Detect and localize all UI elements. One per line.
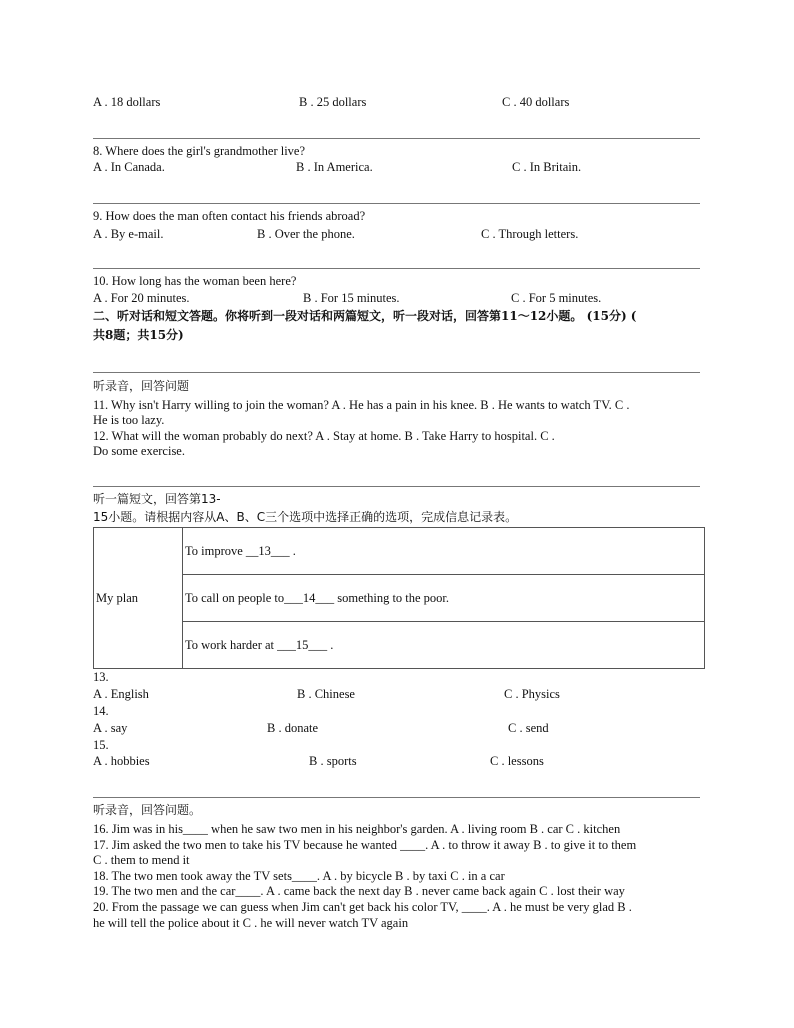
q14-option-b: B . donate <box>267 721 319 735</box>
q17-line2: C . them to mend it <box>93 853 190 867</box>
blank-15[interactable]: ___15___ <box>277 637 328 652</box>
divider <box>93 203 700 204</box>
part1-title: 听录音，回答问题 <box>93 379 190 393</box>
divider <box>93 268 700 269</box>
q15-option-a: A . hobbies <box>93 754 150 768</box>
divider <box>93 486 700 487</box>
q8-option-c: C . In Britain. <box>512 160 582 174</box>
q9-question: 9. How does the man often contact his friends abroad? <box>93 209 366 223</box>
blank-14[interactable]: ___14___ <box>284 590 335 605</box>
blank-13[interactable]: __13___ <box>245 543 290 558</box>
q10-option-b: B . For 15 minutes. <box>303 291 400 305</box>
info-record-table <box>93 527 705 669</box>
q7-option-b: B . 25 dollars <box>299 95 367 109</box>
q13-option-a: A . English <box>93 687 149 701</box>
table-row-15: To work harder at ___15___ . <box>183 622 705 669</box>
q9-option-b: B . Over the phone. <box>257 227 355 241</box>
q14-number: 14. <box>93 704 109 718</box>
q11-line2: He is too lazy. <box>93 413 165 427</box>
q15-option-c: C . lessons <box>490 754 544 768</box>
divider <box>93 797 700 798</box>
q8-option-b: B . In America. <box>296 160 373 174</box>
q16-line: 16. Jim was in his____ when he saw two men in his neighbor's garden. A . living room B . car C . kitchen <box>93 822 621 836</box>
q20-line2: he will tell the police about it C . he will never watch TV again <box>93 916 409 930</box>
section-heading-cont: 共8题；共15分) <box>93 328 184 342</box>
q13-number: 13. <box>93 670 109 684</box>
q11-line1: 11. Why isn't Harry willing to join the woman? A . He has a pain in his knee. B . He wants to watch TV. C . <box>93 398 630 412</box>
q15-number: 15. <box>93 738 109 752</box>
part2-title: 听一篇短文，回答第13- <box>93 492 221 506</box>
q12-line1: 12. What will the woman probably do next? A . Stay at home. B . Take Harry to hospital. C . <box>93 429 555 443</box>
q7-option-c: C . 40 dollars <box>502 95 570 109</box>
q10-question: 10. How long has the woman been here? <box>93 274 297 288</box>
q10-option-a: A . For 20 minutes. <box>93 291 190 305</box>
q12-line2: Do some exercise. <box>93 444 185 458</box>
table-row-14: To call on people to___14___ something to the poor. <box>183 575 705 622</box>
q8-option-a: A . In Canada. <box>93 160 165 174</box>
q7-option-a: A . 18 dollars <box>93 95 161 109</box>
q17-line1: 17. Jim asked the two men to take his TV because he wanted ____. A . to throw it away B . to give it to them <box>93 838 637 852</box>
q8-question: 8. Where does the girl's grandmother live? <box>93 144 306 158</box>
q9-option-c: C . Through letters. <box>481 227 579 241</box>
section-heading: 二、听对话和短文答题。你将听到一段对话和两篇短文，听一段对话，回答第11～12小题。 (15分) ( <box>93 309 637 323</box>
q13-option-c: C . Physics <box>504 687 560 701</box>
divider <box>93 372 700 373</box>
part3-title: 听录音，回答问题。 <box>93 803 202 817</box>
table-row-13: To improve __13___ . <box>183 528 705 575</box>
q20-line1: 20. From the passage we can guess when Jim can't get back his color TV, ____. A . he must be very glad B . <box>93 900 632 914</box>
table-label: My plan <box>94 528 183 669</box>
q9-option-a: A . By e-mail. <box>93 227 164 241</box>
q19-line: 19. The two men and the car____. A . came back the next day B . never came back again C . lost their way <box>93 884 625 898</box>
q13-option-b: B . Chinese <box>297 687 355 701</box>
q18-line: 18. The two men took away the TV sets____. A . by bicycle B . by taxi C . in a car <box>93 869 505 883</box>
q14-option-c: C . send <box>508 721 549 735</box>
q10-option-c: C . For 5 minutes. <box>511 291 602 305</box>
part2-title-cont: 15小题。请根据内容从A、B、C三个选项中选择正确的选项，完成信息记录表。 <box>93 510 518 524</box>
q15-option-b: B . sports <box>309 754 357 768</box>
divider <box>93 138 700 139</box>
q14-option-a: A . say <box>93 721 128 735</box>
